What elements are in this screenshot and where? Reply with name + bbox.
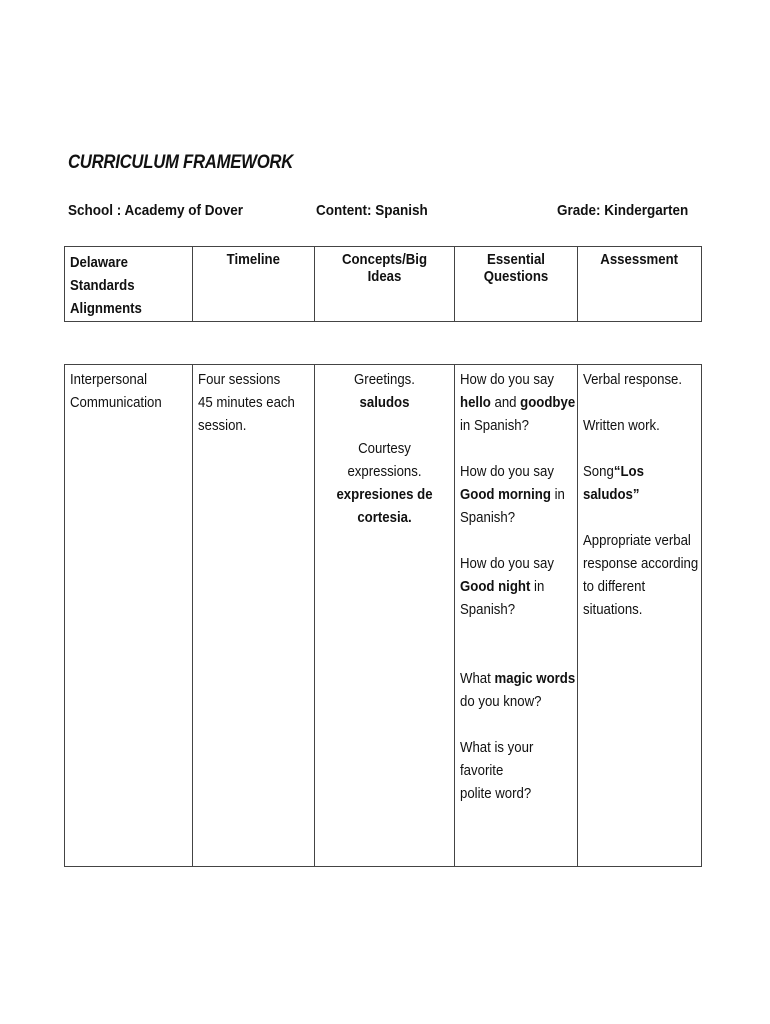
- document-title: CURRICULUM FRAMEWORK: [68, 152, 294, 173]
- school-label: School : Academy of Dover: [68, 202, 244, 219]
- assessment-line: response according: [583, 555, 699, 572]
- standards-line: Communication: [70, 394, 162, 411]
- standards-cell: [65, 365, 193, 867]
- timeline-line: Four sessions: [198, 371, 281, 388]
- concept-courtesy-term: expresiones de: [336, 486, 433, 503]
- question-line: Spanish?: [460, 601, 516, 618]
- question-line: do you know?: [460, 693, 542, 710]
- assessment-line: Written work.: [583, 417, 660, 434]
- question-line: What magic words: [460, 670, 576, 687]
- question-line: What is your favorite: [460, 739, 534, 779]
- header-timeline: Timeline: [193, 247, 315, 322]
- concept-greetings-term: saludos: [359, 394, 410, 411]
- header-standards: Delaware Standards Alignments: [65, 247, 193, 322]
- standards-line: Interpersonal: [70, 371, 148, 388]
- framework-table: [64, 364, 702, 867]
- questions-cell: [455, 365, 578, 867]
- concept-courtesy: Courtesy expressions.: [347, 440, 422, 480]
- question-line: polite word?: [460, 785, 532, 802]
- question-line: How do you say: [460, 555, 554, 572]
- assessment-line: Verbal response.: [583, 371, 683, 388]
- assessment-song: Song“Los saludos”: [583, 463, 644, 503]
- header-assessment: Assessment: [578, 247, 702, 322]
- question-line: in Spanish?: [460, 417, 529, 434]
- content-label: Content: Spanish: [316, 202, 428, 219]
- question-line: Spanish?: [460, 509, 516, 526]
- header-concepts: Concepts/Big Ideas: [315, 247, 455, 322]
- header-questions: Essential Questions: [455, 247, 578, 322]
- timeline-cell: [193, 365, 315, 867]
- grade-label: Grade: Kindergarten: [557, 202, 689, 219]
- concepts-cell: [315, 365, 455, 867]
- question-line: How do you say: [460, 371, 554, 388]
- question-line: How do you say: [460, 463, 554, 480]
- assessment-cell: [578, 365, 702, 867]
- timeline-line: session.: [198, 417, 247, 434]
- question-line: Good night in: [460, 578, 545, 595]
- assessment-line: Appropriate verbal: [583, 532, 691, 549]
- concept-courtesy-term: cortesia.: [357, 509, 412, 526]
- concept-greetings: Greetings.: [354, 371, 415, 388]
- question-line: hello and goodbye: [460, 394, 576, 411]
- table-row: [65, 365, 702, 867]
- header-table: [64, 246, 702, 322]
- question-line: Good morning in: [460, 486, 565, 503]
- timeline-line: 45 minutes each: [198, 394, 295, 411]
- assessment-line: to different situations.: [583, 578, 646, 618]
